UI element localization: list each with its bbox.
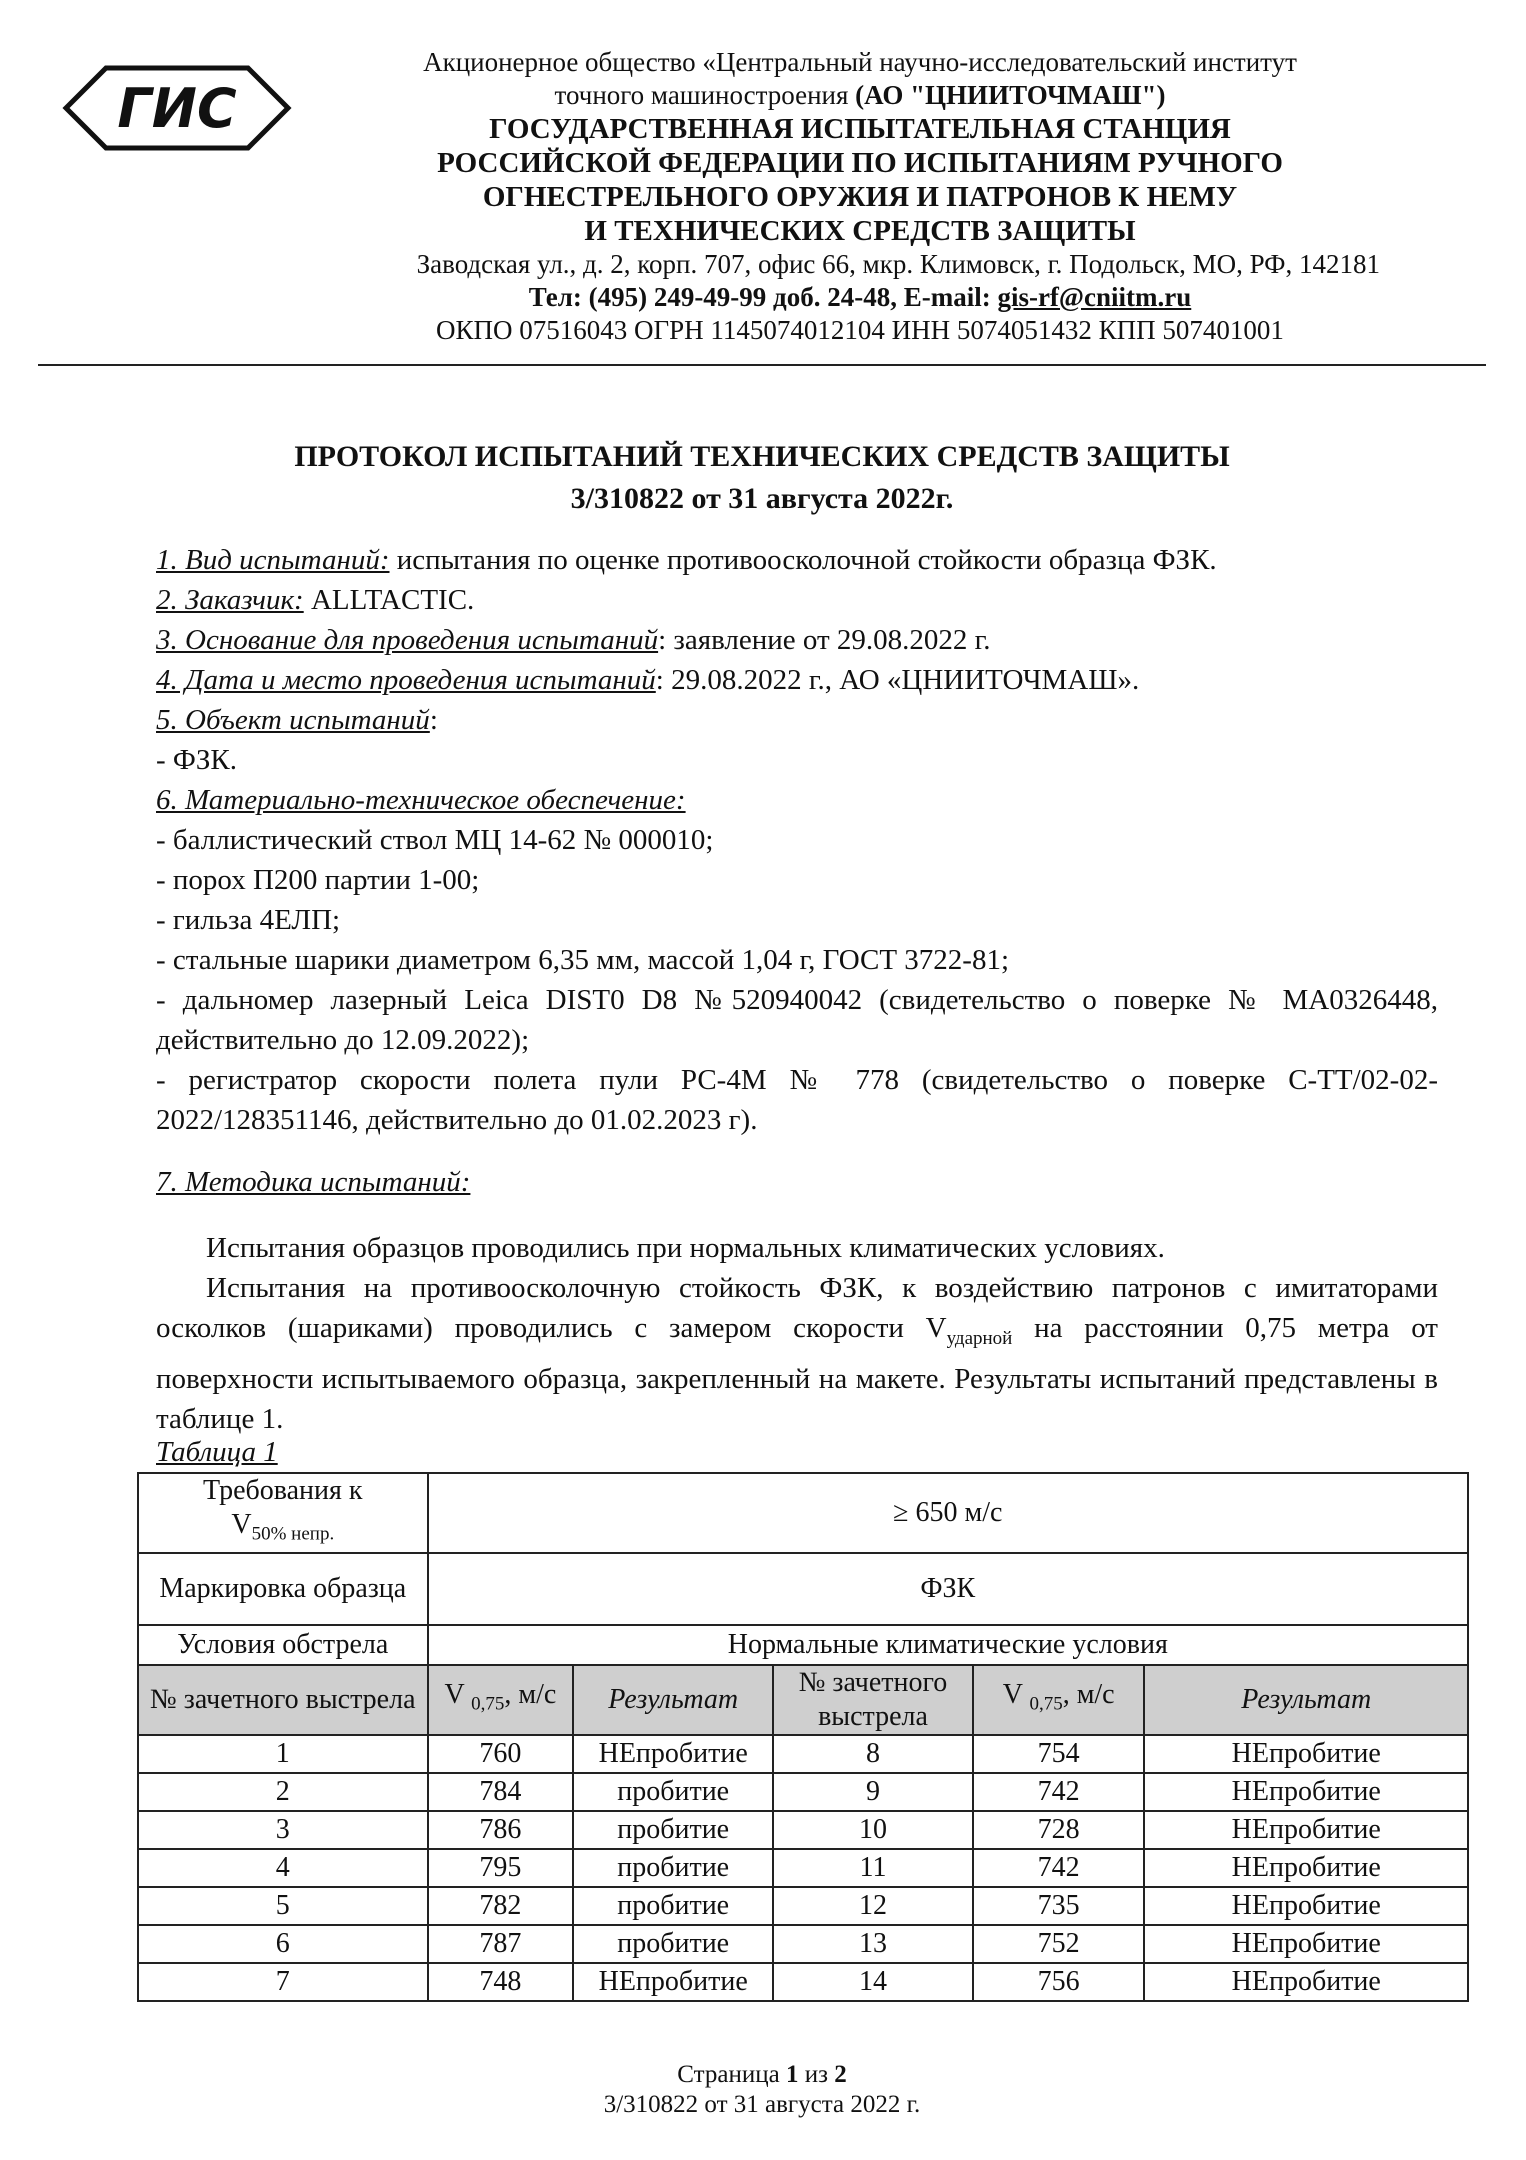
shot-velocity: 728: [973, 1811, 1145, 1849]
section-customer: 2. Заказчик: ALLTACTIC.: [156, 584, 475, 616]
org-contacts: Тел: (495) 249-49-99 доб. 24-48, E-mail: gis-rf@cniitm.ru: [528, 282, 1192, 312]
station-line3: ОГНЕСТРЕЛЬНОГО ОРУЖИЯ И ПАТРОНОВ К НЕМУ: [482, 181, 1238, 213]
shot-number: 10: [773, 1811, 973, 1849]
conditions-label: Условия обстрела: [138, 1625, 428, 1665]
header-velocity: V $_{0,75}$, м/с: [973, 1665, 1145, 1735]
conditions-row: [138, 1625, 1468, 1665]
station-line1: ГОСУДАРСТВЕННАЯ ИСПЫТАТЕЛЬНАЯ СТАНЦИЯ: [489, 113, 1231, 145]
section-basis: 3. Основание для проведения испытаний: заявление от 29.08.2022 г.: [156, 624, 991, 656]
shot-number: 3: [138, 1811, 428, 1849]
equipment-item: - дальномер лазерный Leica DIST0 D8 №520940042 (свидетельство о поверке № МА0326448, действительно до 12.09.2022);: [156, 984, 1438, 1056]
shot-velocity: 784: [428, 1773, 574, 1811]
header-result: Результат: [1144, 1665, 1468, 1735]
shot-number: 4: [138, 1849, 428, 1887]
shot-result: пробитие: [573, 1849, 773, 1887]
shot-number: 5: [138, 1887, 428, 1925]
org-address: Заводская ул., д. 2, корп. 707, офис 66, мкр. Климовск, г. Подольск, МО, РФ, 142181: [416, 249, 1380, 279]
org-short-name: (АО "ЦНИИТОЧМАШ"): [855, 80, 1166, 110]
shot-velocity: 782: [428, 1887, 574, 1925]
shot-result: пробитие: [573, 1773, 773, 1811]
shot-velocity: 742: [973, 1849, 1145, 1887]
table-header-row: [138, 1665, 1468, 1735]
shot-velocity: 754: [973, 1735, 1145, 1773]
header-shot-number: № зачетного выстрела: [138, 1665, 428, 1735]
table-row: [138, 1887, 1468, 1925]
logo-hexagon-icon: [62, 62, 292, 154]
table-row: [138, 1773, 1468, 1811]
shot-result: НЕпробитие: [1144, 1735, 1468, 1773]
protocol-body: [156, 540, 1438, 1439]
table-row: [138, 1735, 1468, 1773]
header-shot-number: № зачетного выстрела: [773, 1665, 973, 1735]
table-row: [138, 1963, 1468, 2001]
marking-value: ФЗК: [428, 1553, 1468, 1625]
shot-result: НЕпробитие: [1144, 1849, 1468, 1887]
header-velocity: V $_{0,75}$, м/с: [428, 1665, 574, 1735]
org-registry-codes: ОКПО 07516043 ОГРН 1145074012104 ИНН 5074051432 КПП 507401001: [436, 315, 1284, 345]
organization-header: [330, 46, 1390, 347]
table-row: [138, 1849, 1468, 1887]
shot-number: 11: [773, 1849, 973, 1887]
shot-velocity: 795: [428, 1849, 574, 1887]
page-counter: Страница 1 из 2: [677, 2061, 847, 2088]
requirement-label: Требования к $V_{50\% непр.}$: [138, 1473, 428, 1553]
section-test-type: 1. Вид испытаний: испытания по оценке противоосколочной стойкости образца ФЗК.: [156, 544, 1217, 576]
shot-number: 12: [773, 1887, 973, 1925]
shot-velocity: 748: [428, 1963, 574, 2001]
shot-number: 13: [773, 1925, 973, 1963]
shot-result: НЕпробитие: [1144, 1811, 1468, 1849]
protocol-title: [38, 436, 1486, 520]
station-line4: И ТЕХНИЧЕСКИХ СРЕДСТВ ЗАЩИТЫ: [584, 215, 1136, 247]
logo-text: ГИС: [117, 77, 237, 140]
shot-result: пробитие: [573, 1925, 773, 1963]
methodology-paragraph-1: Испытания образцов проводились при нормальных климатических условиях.: [206, 1232, 1165, 1264]
requirement-row: [138, 1473, 1468, 1553]
shot-velocity: 756: [973, 1963, 1145, 2001]
shot-velocity: 760: [428, 1735, 574, 1773]
shot-velocity: 786: [428, 1811, 574, 1849]
header-divider: [38, 364, 1486, 366]
footer-doc-ref: 3/310822 от 31 августа 2022 г.: [603, 2091, 921, 2118]
header-result: Результат: [573, 1665, 773, 1735]
table-row: [138, 1925, 1468, 1963]
equipment-item: - стальные шарики диаметром 6,35 мм, массой 1,04 г, ГОСТ 3722-81;: [156, 944, 1010, 976]
equipment-item: - баллистический ствол МЦ 14-62 № 000010;: [156, 824, 714, 856]
shot-velocity: 735: [973, 1887, 1145, 1925]
shot-velocity: 742: [973, 1773, 1145, 1811]
shot-result: пробитие: [573, 1811, 773, 1849]
org-name-line2: точного машиностроения (АО "ЦНИИТОЧМАШ"): [554, 80, 1166, 110]
conditions-value: Нормальные климатические условия: [428, 1625, 1468, 1665]
shot-number: 6: [138, 1925, 428, 1963]
org-name-line1: Акционерное общество «Центральный научно-исследовательский институт: [423, 47, 1297, 77]
shot-result: НЕпробитие: [1144, 1925, 1468, 1963]
protocol-number: 3/310822 от 31 августа 2022г.: [570, 482, 954, 515]
shot-result: НЕпробитие: [1144, 1887, 1468, 1925]
section-equipment: 6. Материально-техническое обеспечение:: [156, 784, 686, 816]
marking-row: [138, 1553, 1468, 1625]
shot-number: 2: [138, 1773, 428, 1811]
section-object: 5. Объект испытаний:: [156, 704, 438, 736]
section-date-place: 4. Дата и место проведения испытаний: 29.08.2022 г., АО «ЦНИИТОЧМАШ».: [156, 664, 1140, 696]
methodology-paragraph-2: Испытания на противоосколочную стойкость ФЗК, к воздействию патронов с имитаторами осколков (шариками) проводились с замером скорости $V_{ударной}$ на расстоянии 0,75 метра от поверхности испытываемого образца, закрепленный на макете. Результаты испытаний представлены в таблице 1.: [156, 1272, 1438, 1435]
section-object-item: - ФЗК.: [156, 744, 237, 776]
table-caption: Таблица 1: [156, 1436, 278, 1468]
equipment-item: - порох П200 партии 1-00;: [156, 864, 480, 896]
shot-velocity: 752: [973, 1925, 1145, 1963]
shot-result: НЕпробитие: [1144, 1773, 1468, 1811]
shot-number: 7: [138, 1963, 428, 2001]
marking-label: Маркировка образца: [138, 1553, 428, 1625]
shot-result: пробитие: [573, 1887, 773, 1925]
shot-result: НЕпробитие: [573, 1963, 773, 2001]
org-email-link[interactable]: gis-rf@cniitm.ru: [997, 282, 1192, 312]
shot-number: 14: [773, 1963, 973, 2001]
shot-result: НЕпробитие: [573, 1735, 773, 1773]
section-methodology: 7. Методика испытаний:: [156, 1166, 471, 1198]
requirement-value: ≥ 650 м/с: [428, 1473, 1468, 1553]
equipment-item: - регистратор скорости полета пули РС-4М № 778 (свидетельство о поверке С-ТТ/02-02-2022/128351146, действительно до 01.02.2023 г).: [156, 1064, 1438, 1136]
results-table: [137, 1472, 1469, 2002]
shot-number: 8: [773, 1735, 973, 1773]
gis-logo: [62, 62, 292, 154]
shot-number: 1: [138, 1735, 428, 1773]
shot-result: НЕпробитие: [1144, 1963, 1468, 2001]
shot-velocity: 787: [428, 1925, 574, 1963]
table-row: [138, 1811, 1468, 1849]
page-footer: [38, 2060, 1486, 2120]
protocol-title-line1: ПРОТОКОЛ ИСПЫТАНИЙ ТЕХНИЧЕСКИХ СРЕДСТВ ЗАЩИТЫ: [294, 440, 1230, 473]
shot-number: 9: [773, 1773, 973, 1811]
station-line2: РОССИЙСКОЙ ФЕДЕРАЦИИ ПО ИСПЫТАНИЯМ РУЧНОГО: [437, 147, 1283, 179]
equipment-item: - гильза 4ЕЛП;: [156, 904, 341, 936]
